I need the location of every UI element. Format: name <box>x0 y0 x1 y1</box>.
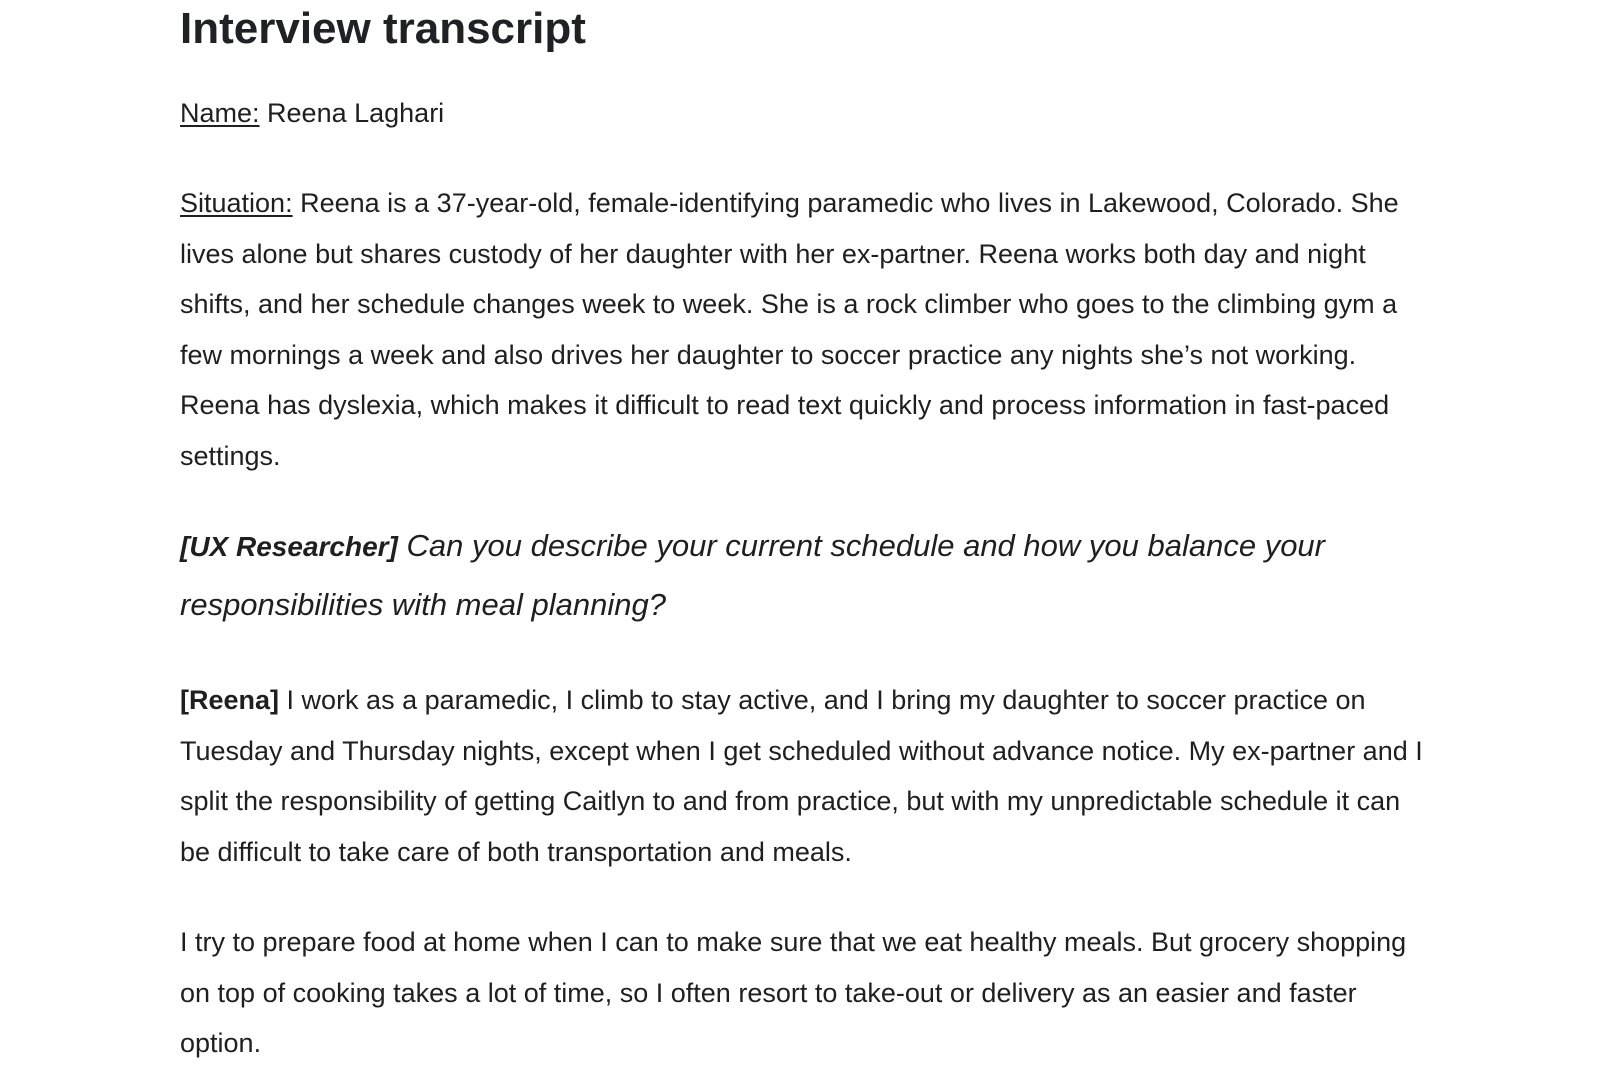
name-value: Reena Laghari <box>267 98 445 128</box>
situation-text: Reena is a 37-year-old, female-identifying paramedic who lives in Lakewood, Colorado. She lives alone but shares custody of her daughter with her ex-partner. Reena works both day and night shifts, and her schedule changes week to week. She is a rock climber who goes to the climbing gym a few mornings a week and also drives her daughter to soccer practice any nights she’s not working. Reena has dyslexia, which makes it difficult to read text quickly and process information in fast-paced settings. <box>180 188 1399 471</box>
situation-paragraph <box>180 178 1430 481</box>
name-line <box>180 88 444 138</box>
answer-text-2: I try to prepare food at home when I can to make sure that we eat healthy meals. But grocery shopping on top of cooking takes a lot of time, so I often resort to take-out or delivery as an easier and faster option. <box>180 927 1407 1058</box>
name-label: Name: <box>180 98 260 128</box>
answer-speaker: [Reena] <box>180 685 280 715</box>
question-speaker: [UX Researcher] <box>180 531 398 562</box>
question-text: Can you describe your current schedule and how you balance your responsibilities with meal planning? <box>180 528 1325 622</box>
interviewee-answer <box>180 675 1430 877</box>
situation-label: Situation: <box>180 188 293 218</box>
researcher-question <box>180 517 1430 634</box>
answer-text: I work as a paramedic, I climb to stay active, and I bring my daughter to soccer practice on Tuesday and Thursday nights, except when I get scheduled without advance notice. My ex-partner and I split the responsibility of getting Caitlyn to and from practice, but with my unpredictable schedule it can be difficult to take care of both transportation and meals. <box>180 685 1423 867</box>
page-title: Interview transcript <box>180 4 586 53</box>
interviewee-answer-continued <box>180 917 1430 1069</box>
